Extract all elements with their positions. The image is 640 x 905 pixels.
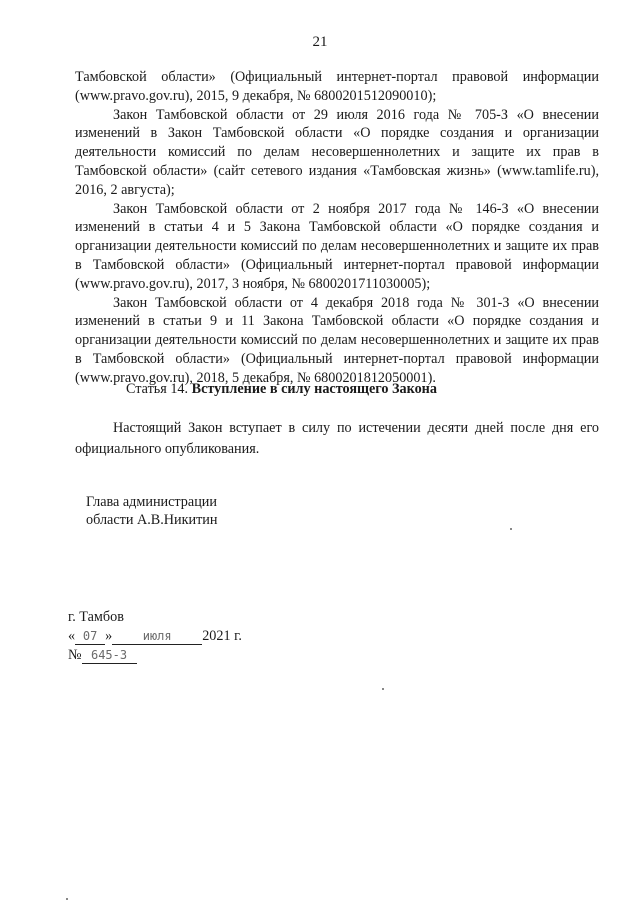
signature-position: Глава администрации bbox=[86, 494, 217, 510]
signature-name: области А.В.Никитин bbox=[86, 512, 218, 528]
place-date-block bbox=[68, 608, 242, 665]
article-heading bbox=[126, 381, 437, 398]
page-number: 21 bbox=[312, 34, 328, 50]
law-number-line: № 645-З bbox=[68, 646, 242, 665]
scan-speck bbox=[382, 688, 384, 690]
paragraph-law-705: Закон Тамбовской области от 29 июля 2016 года № 705-З «О внесении изменений в Закон Тамбовской области «О порядке создания и организации деятельности комиссий по делам несовершеннолетних и защите их прав в Тамбовской области» (сайт сетевого издания «Тамбовская жизнь» (www.tamlife.ru), 2016, 2 августа); bbox=[75, 106, 599, 198]
law-number: 645-З bbox=[82, 648, 137, 664]
law-list bbox=[75, 68, 599, 388]
scan-speck bbox=[66, 898, 68, 900]
article-title: Вступление в силу настоящего Закона bbox=[191, 381, 437, 397]
article-label: Статья 14. bbox=[126, 381, 189, 397]
article-text: Настоящий Закон вступает в силу по истечении десяти дней после дня его официального опубликования. bbox=[75, 420, 599, 457]
date-year: 2021 г. bbox=[202, 628, 242, 644]
date-line: « 07 » июля 2021 г. bbox=[68, 628, 242, 644]
paragraph-continuation: Тамбовской области» (Официальный интернет-портал правовой информации (www.pravo.gov.ru), 2015, 9 декабря, № 6800201512090010); bbox=[75, 69, 599, 104]
city: г. Тамбов bbox=[68, 609, 124, 625]
paragraph-law-146: Закон Тамбовской области от 2 ноября 2017 года № 146-З «О внесении изменений в статьи 4 и 5 Закона Тамбовской области «О порядке создания и организации деятельности комиссий по делам несовершеннолетних и защите их прав в Тамбовской области» (Официальный интернет-портал правовой информации (www.pravo.gov.ru), 2017, 3 ноября, № 6800201711030005); bbox=[75, 200, 599, 292]
date-day: 07 bbox=[75, 629, 105, 645]
signature-block bbox=[86, 493, 217, 529]
paragraph-law-301: Закон Тамбовской области от 4 декабря 2018 года № 301-З «О внесении изменений в статьи 9 и 11 Закона Тамбовской области «О порядке создания и организации деятельности комиссий по делам несовершеннолетних и защите их прав в Тамбовской области» (Официальный интернет-портал правовой информации (www.pravo.gov.ru), 2018, 5 декабря, № 6800201812050001). bbox=[75, 294, 599, 386]
scan-speck bbox=[510, 528, 512, 530]
date-month: июля bbox=[112, 629, 202, 645]
